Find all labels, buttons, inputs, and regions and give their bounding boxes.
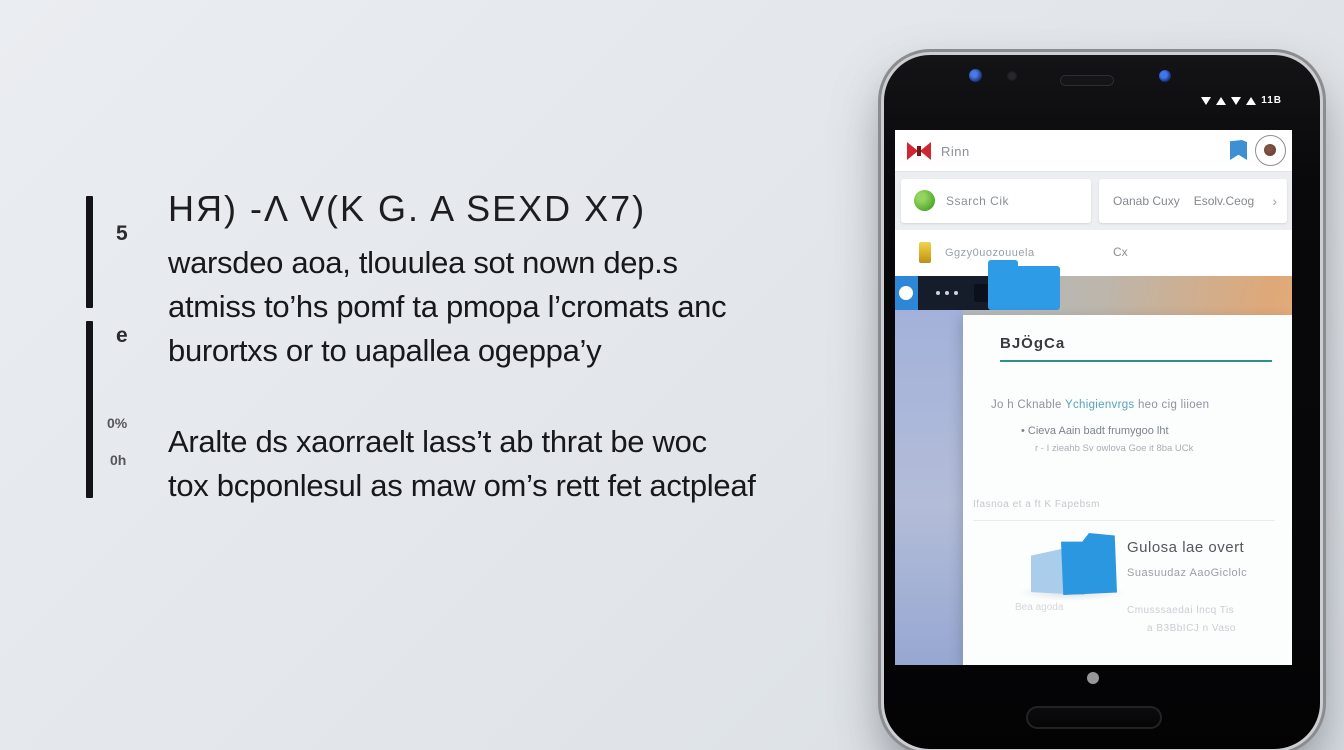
folder-front-shape xyxy=(1061,533,1117,595)
app-logo-icon[interactable] xyxy=(907,141,931,161)
list-item-label: Ggzy0uozouuela xyxy=(945,247,1035,259)
margin-mark-1: 5 xyxy=(116,222,128,245)
folder-section-title: Gulosa lae overt xyxy=(1127,539,1245,556)
dialog-footnote: Ifasnoa et a ft K Fapebsm xyxy=(973,499,1101,510)
status-bar xyxy=(1201,95,1282,106)
proximity-sensor-icon xyxy=(1007,71,1017,81)
second-line-1: Aralte ds xaorraelt lass’t ab thrat be woc xyxy=(168,424,707,459)
dialog-intro xyxy=(991,399,1281,411)
dialog-bullet-sub: r - I zieahb Sv owlova Goe it 8ba UCk xyxy=(1035,443,1194,454)
faint-button-label[interactable]: Bea agoda xyxy=(1015,602,1064,613)
search-card[interactable] xyxy=(901,179,1091,223)
wifi-icon xyxy=(1201,97,1211,105)
dialog-title: BJÖgCa xyxy=(1000,335,1066,352)
phone-mockup xyxy=(884,55,1320,749)
phone-screen xyxy=(895,130,1292,665)
notification-led-icon xyxy=(1159,70,1171,82)
margin-mark-3: 0% xyxy=(107,415,128,431)
filter-card[interactable] xyxy=(1099,179,1287,223)
intro-text-suffix: heo cig liioen xyxy=(1134,399,1210,411)
dialog-divider xyxy=(973,520,1275,521)
intro-paragraph xyxy=(168,241,726,373)
left-margin-bar-bottom xyxy=(86,321,93,498)
signal-icon xyxy=(1216,97,1226,105)
left-margin-bar-top xyxy=(86,196,93,308)
list-item-value: Cx xyxy=(1113,245,1128,259)
second-line-2: tox bcponlesul as maw om’s rett fet actpleaf xyxy=(168,468,756,503)
meta-line-1: Cmusssaedai lncq Tis xyxy=(1127,605,1235,616)
folder-section-subtitle: Suasuudaz AaoGiclolc xyxy=(1127,567,1248,579)
filter-label-left: Oanab Cuxy xyxy=(1113,194,1180,208)
margin-mark-2: e xyxy=(116,324,128,347)
sidebar-strip xyxy=(895,310,963,665)
wifi2-icon xyxy=(1231,97,1241,105)
dialog-card xyxy=(963,315,1292,665)
title-underline xyxy=(1000,360,1272,362)
front-camera-icon xyxy=(969,69,982,82)
folder-icon[interactable] xyxy=(988,266,1060,310)
record-circle-icon xyxy=(899,286,913,300)
cards-row xyxy=(895,172,1292,230)
intro-line-1: warsdeo aoa, tlouulea sot nown dep.s xyxy=(168,245,678,280)
avatar-image xyxy=(1264,144,1276,156)
more-options-icon[interactable] xyxy=(936,291,958,295)
app-bar xyxy=(895,130,1292,172)
play-store-icon xyxy=(914,190,935,211)
app-title: Rinn xyxy=(941,144,970,159)
home-indicator-dot xyxy=(1087,672,1099,684)
intro-link[interactable]: Ychigienvrgs xyxy=(1065,399,1135,411)
second-paragraph xyxy=(168,420,756,508)
avatar[interactable] xyxy=(1255,135,1286,166)
pin-icon xyxy=(919,242,931,263)
big-folder-icon[interactable] xyxy=(1031,533,1119,599)
embedded-desktop-screenshot xyxy=(895,276,1292,665)
app-tile[interactable] xyxy=(895,276,918,310)
margin-mark-4: 0h xyxy=(110,452,127,468)
list-item[interactable] xyxy=(895,230,1292,276)
intro-text-prefix: Jo h Cknable xyxy=(991,399,1066,411)
bookmark-icon[interactable] xyxy=(1230,140,1247,160)
dialog-bullet: • Cieva Aain badt frumygoo lht xyxy=(1021,425,1169,437)
earpiece-speaker xyxy=(1060,75,1114,86)
home-button[interactable] xyxy=(1026,706,1162,729)
signal2-icon xyxy=(1246,97,1256,105)
chevron-right-icon[interactable]: › xyxy=(1272,193,1277,209)
filter-label-right: Esolv.Ceog xyxy=(1193,194,1255,208)
intro-line-3: burortxs or to uapallea ogeppa’y xyxy=(168,333,602,368)
page-title: HЯ) -Λ V(K G. A SEXD X7) xyxy=(168,188,647,229)
intro-line-2: atmiss to’hs pomf ta pmopa l’cromats anc xyxy=(168,289,727,324)
meta-line-2: a B3BbICJ n Vaso xyxy=(1147,623,1236,634)
search-card-label: Ssarch Cik xyxy=(946,194,1010,208)
battery-indicator: 11B xyxy=(1261,95,1282,106)
